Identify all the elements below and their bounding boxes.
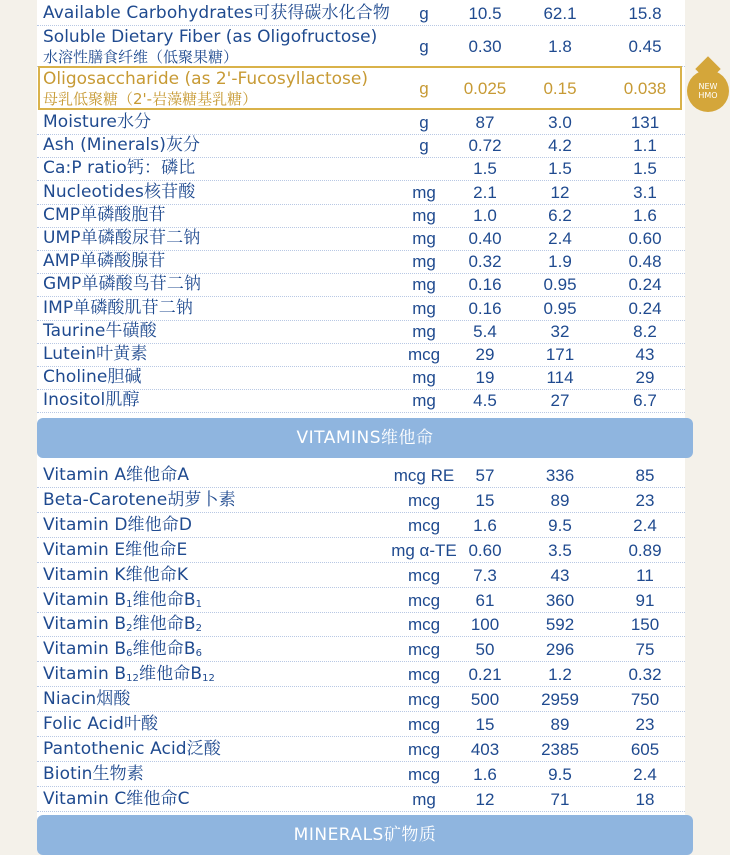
value-per-100g: 1.9 (548, 252, 572, 272)
nutrient-unit: mg (412, 321, 436, 341)
table-row (37, 464, 685, 488)
nutrient-name: Oligosaccharide (as 2'-Fucosyllactose) (43, 69, 368, 89)
nutrient-name: Soluble Dietary Fiber (as Oligofructose) (43, 27, 378, 47)
table-row (37, 763, 685, 787)
nutrient-unit: g (419, 4, 429, 23)
value-per-100ml: 2.4 (633, 764, 657, 784)
table-row (37, 2, 685, 26)
nutrient-unit: g (419, 37, 429, 56)
value-per-100ml: 0.32 (628, 665, 662, 685)
nutrient-unit: mg (412, 229, 436, 248)
value-per-100kcal: 1.6 (473, 515, 497, 535)
value-per-100kcal: 0.025 (463, 79, 507, 98)
subscript: 12 (126, 673, 140, 685)
nutrient-unit: mg (412, 298, 436, 318)
nutrient-name (43, 589, 202, 612)
value-per-100g: 89 (550, 715, 570, 734)
value-per-100ml: 23 (635, 490, 655, 510)
value-per-100g: 3.0 (548, 113, 572, 132)
nutrient-unit: mcg (407, 565, 441, 585)
subscript: 2 (195, 623, 203, 635)
nutrient-name: Taurine牛磺酸 (43, 320, 157, 341)
value-per-100kcal: 0.16 (468, 275, 502, 295)
name-part-cn: 维他命B (139, 664, 203, 685)
nutrient-unit: mg (412, 275, 436, 295)
value-per-100ml: 91 (635, 590, 655, 610)
value-per-100g: 0.15 (543, 79, 577, 98)
value-per-100g: 27 (550, 391, 570, 411)
subscript: 2 (126, 623, 133, 635)
value-per-100kcal: 0.40 (468, 229, 502, 248)
value-per-100kcal: 5.4 (473, 321, 497, 341)
table-row (37, 111, 685, 135)
value-per-100kcal: 1.6 (473, 764, 497, 784)
table-row (37, 613, 685, 637)
value-per-100ml: 0.038 (623, 79, 667, 98)
nutrient-name: UMP单磷酸尿苷二钠 (43, 228, 201, 248)
value-per-100g: 1.5 (548, 159, 572, 179)
value-per-100ml: 75 (635, 640, 655, 660)
value-per-100ml: 2.4 (633, 515, 657, 535)
nutrient-unit: mcg (407, 640, 441, 660)
value-per-100kcal: 1.5 (473, 159, 497, 179)
nutrient-unit: mcg (407, 515, 441, 535)
nutrient-unit: mg α-TE (391, 540, 457, 560)
nutrient-name: Available Carbohydrates可获得碳水化合物 (43, 3, 390, 23)
name-part-cn: 维他命B (132, 614, 196, 635)
value-per-100kcal: 61 (475, 590, 495, 610)
table-row (37, 688, 685, 712)
nutrient-name: Choline胆碱 (43, 367, 142, 388)
table-row (37, 514, 685, 538)
subscript: 6 (126, 648, 133, 660)
value-per-100g: 32 (550, 321, 570, 341)
value-per-100g: 592 (545, 615, 575, 635)
nutrient-name-cn: 水溶性膳食纤维（低聚果糖） (43, 48, 239, 66)
value-per-100ml: 11 (636, 565, 654, 585)
badge-line-2: HMO (698, 91, 718, 100)
value-per-100kcal: 0.60 (468, 540, 502, 560)
table-row (37, 638, 685, 662)
value-per-100g: 2959 (541, 690, 579, 710)
value-per-100g: 3.5 (548, 540, 572, 560)
nutrient-name (43, 613, 202, 636)
nutrient-unit: mg (412, 368, 436, 388)
value-per-100g: 114 (546, 368, 574, 388)
value-per-100kcal: 50 (475, 640, 495, 660)
value-per-100g: 296 (545, 640, 575, 660)
value-per-100kcal: 0.30 (468, 37, 502, 56)
table-row (37, 389, 685, 413)
value-per-100kcal: 15 (475, 490, 495, 510)
nutrient-unit: mcg (407, 764, 441, 784)
table-row (37, 250, 685, 274)
name-part: Vitamin B (43, 589, 127, 610)
value-per-100kcal: 2.1 (473, 182, 497, 202)
table-row (37, 297, 685, 321)
table-row (37, 713, 685, 737)
nutrient-unit: mcg (407, 690, 441, 710)
table-row (37, 181, 685, 205)
value-per-100ml: 85 (635, 466, 655, 485)
value-per-100ml: 0.48 (628, 252, 662, 272)
value-per-100g: 2385 (541, 739, 579, 759)
new-hmo-badge (687, 70, 729, 112)
subscript: 12 (202, 673, 216, 685)
nutrient-name: CMP单磷酸胞苷 (43, 204, 166, 225)
table-row-hmo (37, 68, 685, 108)
value-per-100kcal: 0.21 (468, 665, 502, 685)
value-per-100g: 0.95 (543, 298, 577, 318)
nutrient-unit: mcg (407, 615, 441, 635)
value-per-100g: 43 (550, 565, 570, 585)
nutrient-name: Vitamin A维他命A (43, 465, 190, 485)
nutrient-name: GMP单磷酸鸟苷二钠 (43, 274, 202, 295)
value-per-100ml: 0.24 (628, 275, 662, 295)
value-per-100g: 1.8 (548, 37, 572, 56)
nutrient-name (43, 663, 215, 686)
table-row (37, 663, 685, 687)
nutrient-unit: mcg (407, 345, 441, 364)
nutrient-unit: mcg (407, 665, 441, 685)
value-per-100ml: 0.60 (628, 229, 662, 248)
table-row (37, 564, 685, 588)
value-per-100kcal: 4.5 (473, 391, 497, 411)
value-per-100ml: 131 (630, 113, 660, 132)
nutrient-name: Moisture水分 (43, 112, 152, 132)
nutrient-unit: mcg RE (393, 466, 455, 485)
table-row (37, 343, 685, 367)
value-per-100kcal: 403 (470, 739, 500, 759)
value-per-100kcal: 10.5 (468, 4, 502, 23)
value-per-100ml: 750 (630, 690, 660, 710)
section-header-vitamins: VITAMINS维他命 (37, 418, 693, 458)
value-per-100kcal: 100 (470, 615, 500, 635)
value-per-100ml: 6.7 (633, 391, 657, 411)
value-per-100kcal: 7.3 (473, 565, 497, 585)
value-per-100ml: 0.24 (628, 298, 662, 318)
value-per-100kcal: 500 (470, 690, 500, 710)
value-per-100g: 9.5 (548, 515, 572, 535)
nutrient-unit: g (419, 136, 429, 156)
value-per-100g: 4.2 (548, 136, 572, 156)
nutrient-name-cn: 母乳低聚糖（2'-岩藻糖基乳糖） (43, 90, 258, 108)
nutrient-name: Ash (Minerals)灰分 (43, 135, 201, 156)
nutrient-name: AMP单磷酸腺苷 (43, 251, 166, 272)
value-per-100kcal: 1.0 (473, 205, 497, 225)
value-per-100ml: 15.8 (628, 4, 662, 23)
name-part: Vitamin B (43, 664, 127, 685)
nutrient-unit: mcg (407, 490, 441, 510)
table-row (37, 273, 685, 297)
nutrient-name: IMP单磷酸肌苷二钠 (43, 297, 193, 318)
nutrient-name: Beta-Carotene胡萝卜素 (43, 489, 236, 510)
nutrient-unit: mcg (407, 739, 441, 759)
table-row (37, 738, 685, 762)
nutrient-unit: mg (412, 252, 436, 272)
nutrient-unit: mg (412, 789, 436, 809)
value-per-100g: 9.5 (548, 764, 572, 784)
value-per-100ml: 0.89 (628, 540, 662, 560)
nutrient-name: Vitamin E维他命E (43, 539, 188, 560)
value-per-100g: 360 (545, 590, 575, 610)
value-per-100kcal: 0.16 (468, 298, 502, 318)
nutrient-unit: mg (412, 391, 436, 411)
nutrient-name: Pantothenic Acid泛酸 (43, 738, 221, 759)
nutrient-unit: g (419, 113, 429, 132)
nutrient-unit: mcg (407, 590, 441, 610)
value-per-100ml: 150 (630, 615, 660, 635)
value-per-100kcal: 29 (475, 345, 495, 364)
value-per-100ml: 3.1 (633, 182, 657, 202)
badge-line-1: NEW (698, 82, 718, 91)
name-part: Vitamin B (43, 614, 127, 635)
value-per-100kcal: 19 (475, 368, 495, 388)
table-row (37, 26, 685, 67)
nutrient-name: Niacin烟酸 (43, 689, 131, 710)
nutrient-name: Ca:P ratio钙：磷比 (43, 158, 196, 179)
value-per-100kcal: 12 (475, 789, 495, 809)
value-per-100g: 171 (545, 345, 575, 364)
value-per-100g: 336 (545, 466, 575, 485)
value-per-100kcal: 15 (475, 715, 495, 734)
nutrient-unit: mg (412, 205, 436, 225)
value-per-100g: 1.2 (548, 665, 572, 685)
value-per-100g: 2.4 (548, 229, 572, 248)
table-row (37, 489, 685, 513)
section-header-minerals: MINERALS矿物质 (37, 815, 693, 855)
nutrient-name: Lutein叶黄素 (43, 344, 148, 364)
value-per-100ml: 1.5 (633, 159, 657, 179)
value-per-100g: 0.95 (543, 275, 577, 295)
table-row (37, 788, 685, 812)
nutrient-unit: mcg (407, 715, 441, 734)
value-per-100ml: 29 (635, 368, 655, 388)
value-per-100kcal: 57 (475, 466, 495, 485)
subscript: 1 (195, 598, 203, 610)
nutrient-name: Inositol肌醇 (43, 390, 140, 411)
value-per-100kcal: 0.32 (468, 252, 502, 272)
name-part-cn: 维他命B (132, 589, 196, 610)
value-per-100kcal: 87 (475, 113, 495, 132)
value-per-100ml: 23 (635, 715, 655, 734)
value-per-100ml: 1.6 (633, 205, 657, 225)
value-per-100ml: 1.1 (633, 136, 657, 156)
value-per-100ml: 0.45 (628, 37, 662, 56)
nutrient-unit: g (419, 79, 429, 98)
name-part: Vitamin B (43, 639, 127, 660)
table-row (37, 204, 685, 228)
nutrient-name: Folic Acid叶酸 (43, 714, 159, 734)
value-per-100kcal: 0.72 (468, 136, 502, 156)
nutrient-name (43, 638, 202, 661)
value-per-100ml: 18 (635, 789, 655, 809)
value-per-100g: 71 (550, 789, 570, 809)
value-per-100g: 6.2 (548, 205, 572, 225)
nutrient-unit: mg (412, 182, 436, 202)
table-row (37, 134, 685, 158)
subscript: 1 (126, 598, 133, 610)
value-per-100g: 12 (550, 182, 570, 202)
table-row (37, 366, 685, 390)
value-per-100g: 89 (550, 490, 570, 510)
nutrient-name: Biotin生物素 (43, 763, 144, 784)
value-per-100g: 62.1 (543, 4, 577, 23)
table-row (37, 227, 685, 251)
nutrient-name: Vitamin C维他命C (43, 788, 190, 809)
subscript: 6 (195, 648, 203, 660)
name-part-cn: 维他命B (132, 639, 196, 660)
nutrient-name: Nucleotides核苷酸 (43, 181, 196, 202)
table-row (37, 157, 685, 181)
table-row (37, 539, 685, 563)
nutrient-name: Vitamin D维他命D (43, 514, 193, 535)
value-per-100ml: 605 (630, 739, 660, 759)
table-row (37, 589, 685, 613)
nutrient-name: Vitamin K维他命K (43, 564, 189, 585)
table-row (37, 320, 685, 344)
value-per-100ml: 43 (635, 345, 655, 364)
value-per-100ml: 8.2 (633, 321, 657, 341)
